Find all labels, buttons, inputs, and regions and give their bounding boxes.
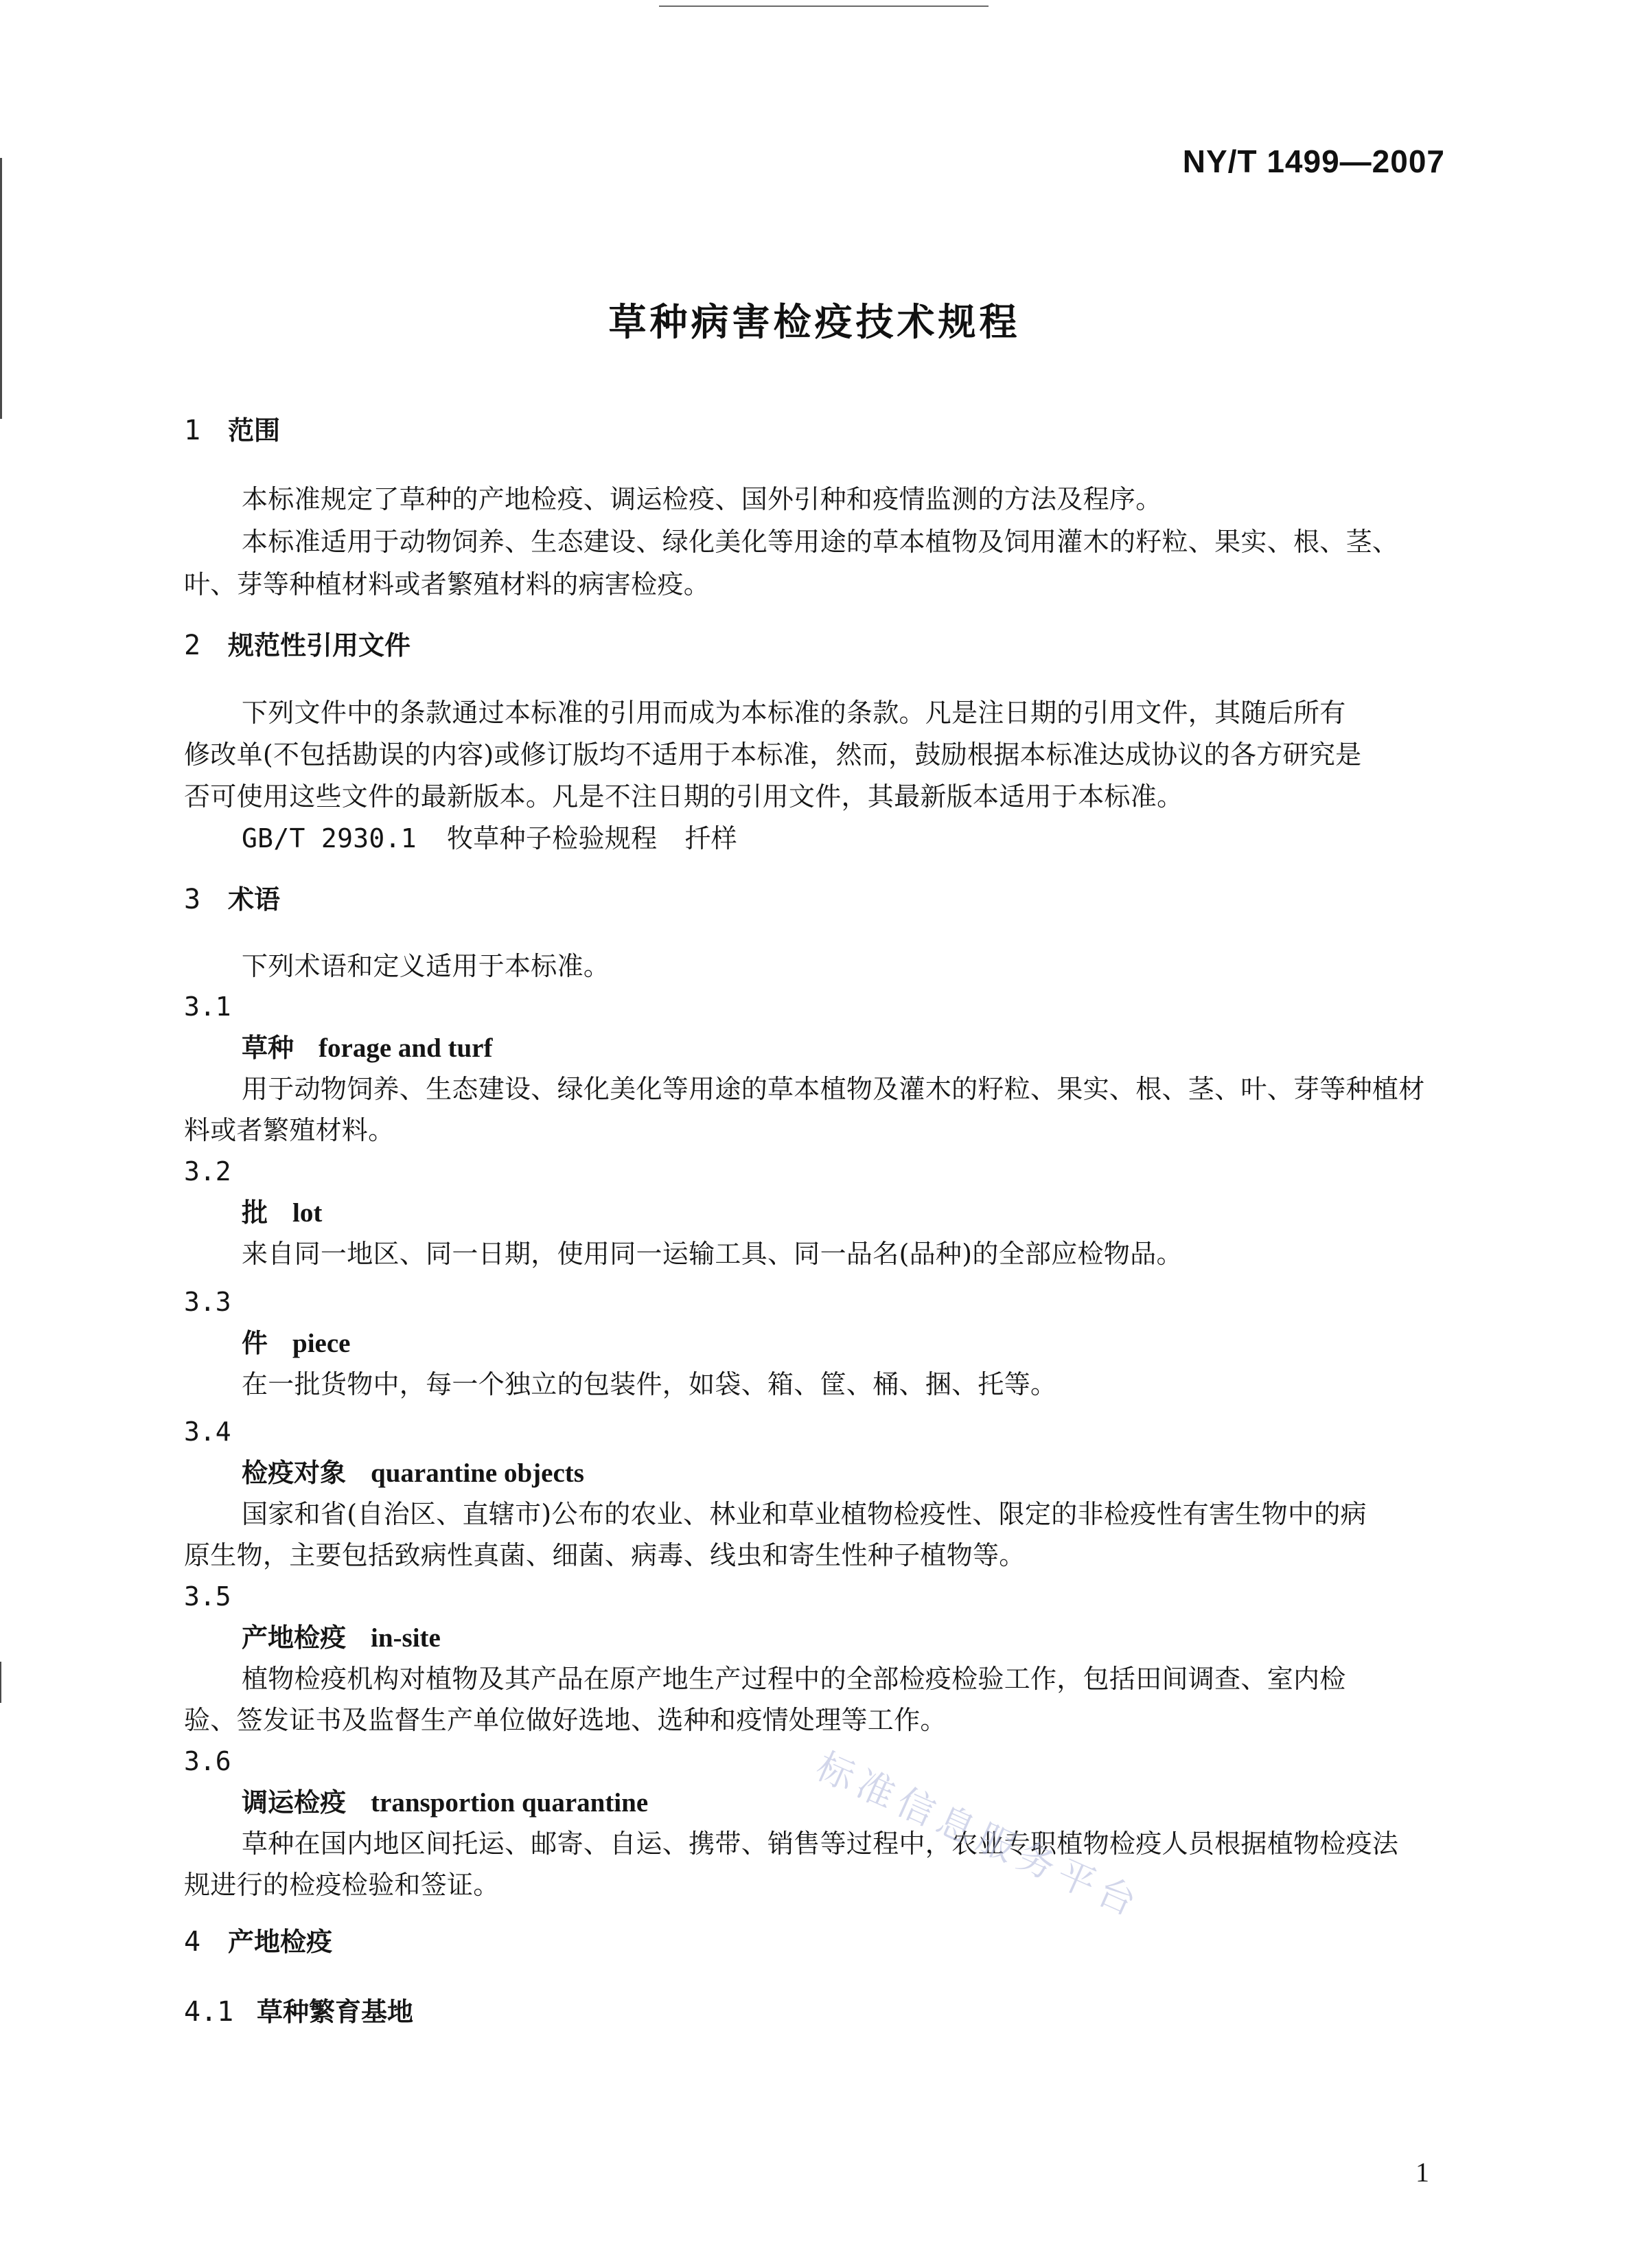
section-heading [184,632,411,659]
term-number: 3.3 [184,1287,231,1317]
term-entry [242,1460,584,1487]
section-heading [184,886,280,913]
paragraph-line: 否可使用这些文件的最新版本。凡是不注日期的引用文件，其最新版本适用于本标准。 [184,781,1183,812]
term-zh: 件 [242,1328,268,1358]
reference-title: 牧草种子检验规程 [446,823,658,854]
standard-code: NY/T 1499—2007 [1182,144,1445,179]
term-en: lot [292,1198,323,1228]
section-title: 产地检疫 [228,1927,333,1957]
term-number: 3.2 [184,1156,231,1187]
scan-margin-mark [0,158,2,419]
term-en: piece [292,1329,351,1358]
paragraph-line: 本标准规定了草种的产地检疫、调运检疫、国外引种和疫情监测的方法及程序。 [242,484,1162,514]
section-number: 4 [184,1926,201,1958]
definition-line: 原生物，主要包括致病性真菌、细菌、病毒、线虫和寄生性种子植物等。 [184,1540,1026,1570]
page-number: 1 [1416,2157,1429,2188]
subsection-number: 4.1 [184,1996,234,2028]
paragraph-line: 下列术语和定义适用于本标准。 [242,951,610,981]
term-entry [242,1625,441,1651]
definition-line: 料或者繁殖材料。 [184,1115,395,1145]
term-zh: 草种 [242,1033,294,1063]
paragraph-line: 叶、芽等种植材料或者繁殖材料的病害检疫。 [184,569,710,599]
term-entry [242,1330,350,1357]
term-zh: 调运检疫 [242,1787,347,1818]
term-zh: 批 [242,1198,268,1228]
term-zh: 检疫对象 [242,1458,347,1488]
section-number: 3 [184,884,201,915]
term-en: transportion quarantine [371,1788,649,1818]
top-rule [659,5,989,7]
term-number: 3.6 [184,1746,231,1776]
term-number: 3.1 [184,992,231,1022]
paragraph-line: 本标准适用于动物饲养、生态建设、绿化美化等用途的草本植物及饲用灌木的籽粒、果实、根、茎、 [242,527,1399,557]
term-en: in-site [371,1623,441,1653]
definition-line: 规进行的检疫检验和签证。 [184,1870,500,1900]
scan-margin-mark [0,1662,1,1703]
normative-reference [242,823,737,854]
term-entry [242,1035,492,1062]
paragraph-line: 下列文件中的条款通过本标准的引用而成为本标准的条款。凡是注日期的引用文件，其随后所有 [242,698,1346,728]
term-en: quarantine objects [371,1458,584,1488]
paragraph-line: 修改单(不包括勘误的内容)或修订版均不适用于本标准，然而，鼓励根据本标准达成协议的各方研究是 [184,740,1362,770]
watermark: 标准信息服务平台 [809,1744,1149,1927]
subsection-heading [184,1998,413,2026]
subsection-title: 草种繁育基地 [257,1997,414,2027]
definition-line: 植物检疫机构对植物及其产品在原产地生产过程中的全部检疫检验工作，包括田间调查、室内检 [242,1664,1346,1694]
term-number: 3.5 [184,1581,231,1612]
definition-line: 验、签发证书及监督生产单位做好选地、选种和疫情处理等工作。 [184,1705,947,1735]
definition-line: 国家和省(自治区、直辖市)公布的农业、林业和草业植物检疫性、限定的非检疫性有害生物中的病 [242,1499,1367,1529]
definition-line: 在一批货物中，每一个独立的包装件，如袋、箱、筐、桶、捆、托等。 [242,1369,1057,1399]
section-heading [184,1928,332,1956]
definition-line: 来自同一地区、同一日期，使用同一运输工具、同一品名(品种)的全部应检物品。 [242,1239,1183,1269]
term-entry [242,1789,648,1816]
term-zh: 产地检疫 [242,1623,347,1653]
document-title: 草种病害检疫技术规程 [608,300,1021,344]
section-number: 1 [184,415,201,446]
definition-line: 草种在国内地区间托运、邮寄、自运、携带、销售等过程中，农业专职植物检疫人员根据植物检疫法 [242,1829,1399,1859]
term-number: 3.4 [184,1417,231,1447]
definition-line: 用于动物饲养、生态建设、绿化美化等用途的草本植物及灌木的籽粒、果实、根、茎、叶、芽等种植材 [242,1074,1425,1104]
section-heading [184,417,280,444]
section-number: 2 [184,630,201,661]
section-title: 规范性引用文件 [228,630,411,661]
section-title: 术语 [228,884,281,915]
term-en: forage and turf [319,1033,493,1063]
reference-part: 扦样 [684,823,737,854]
section-title: 范围 [228,415,281,446]
term-entry [242,1200,322,1226]
reference-code: GB/T 2930.1 [242,823,417,854]
